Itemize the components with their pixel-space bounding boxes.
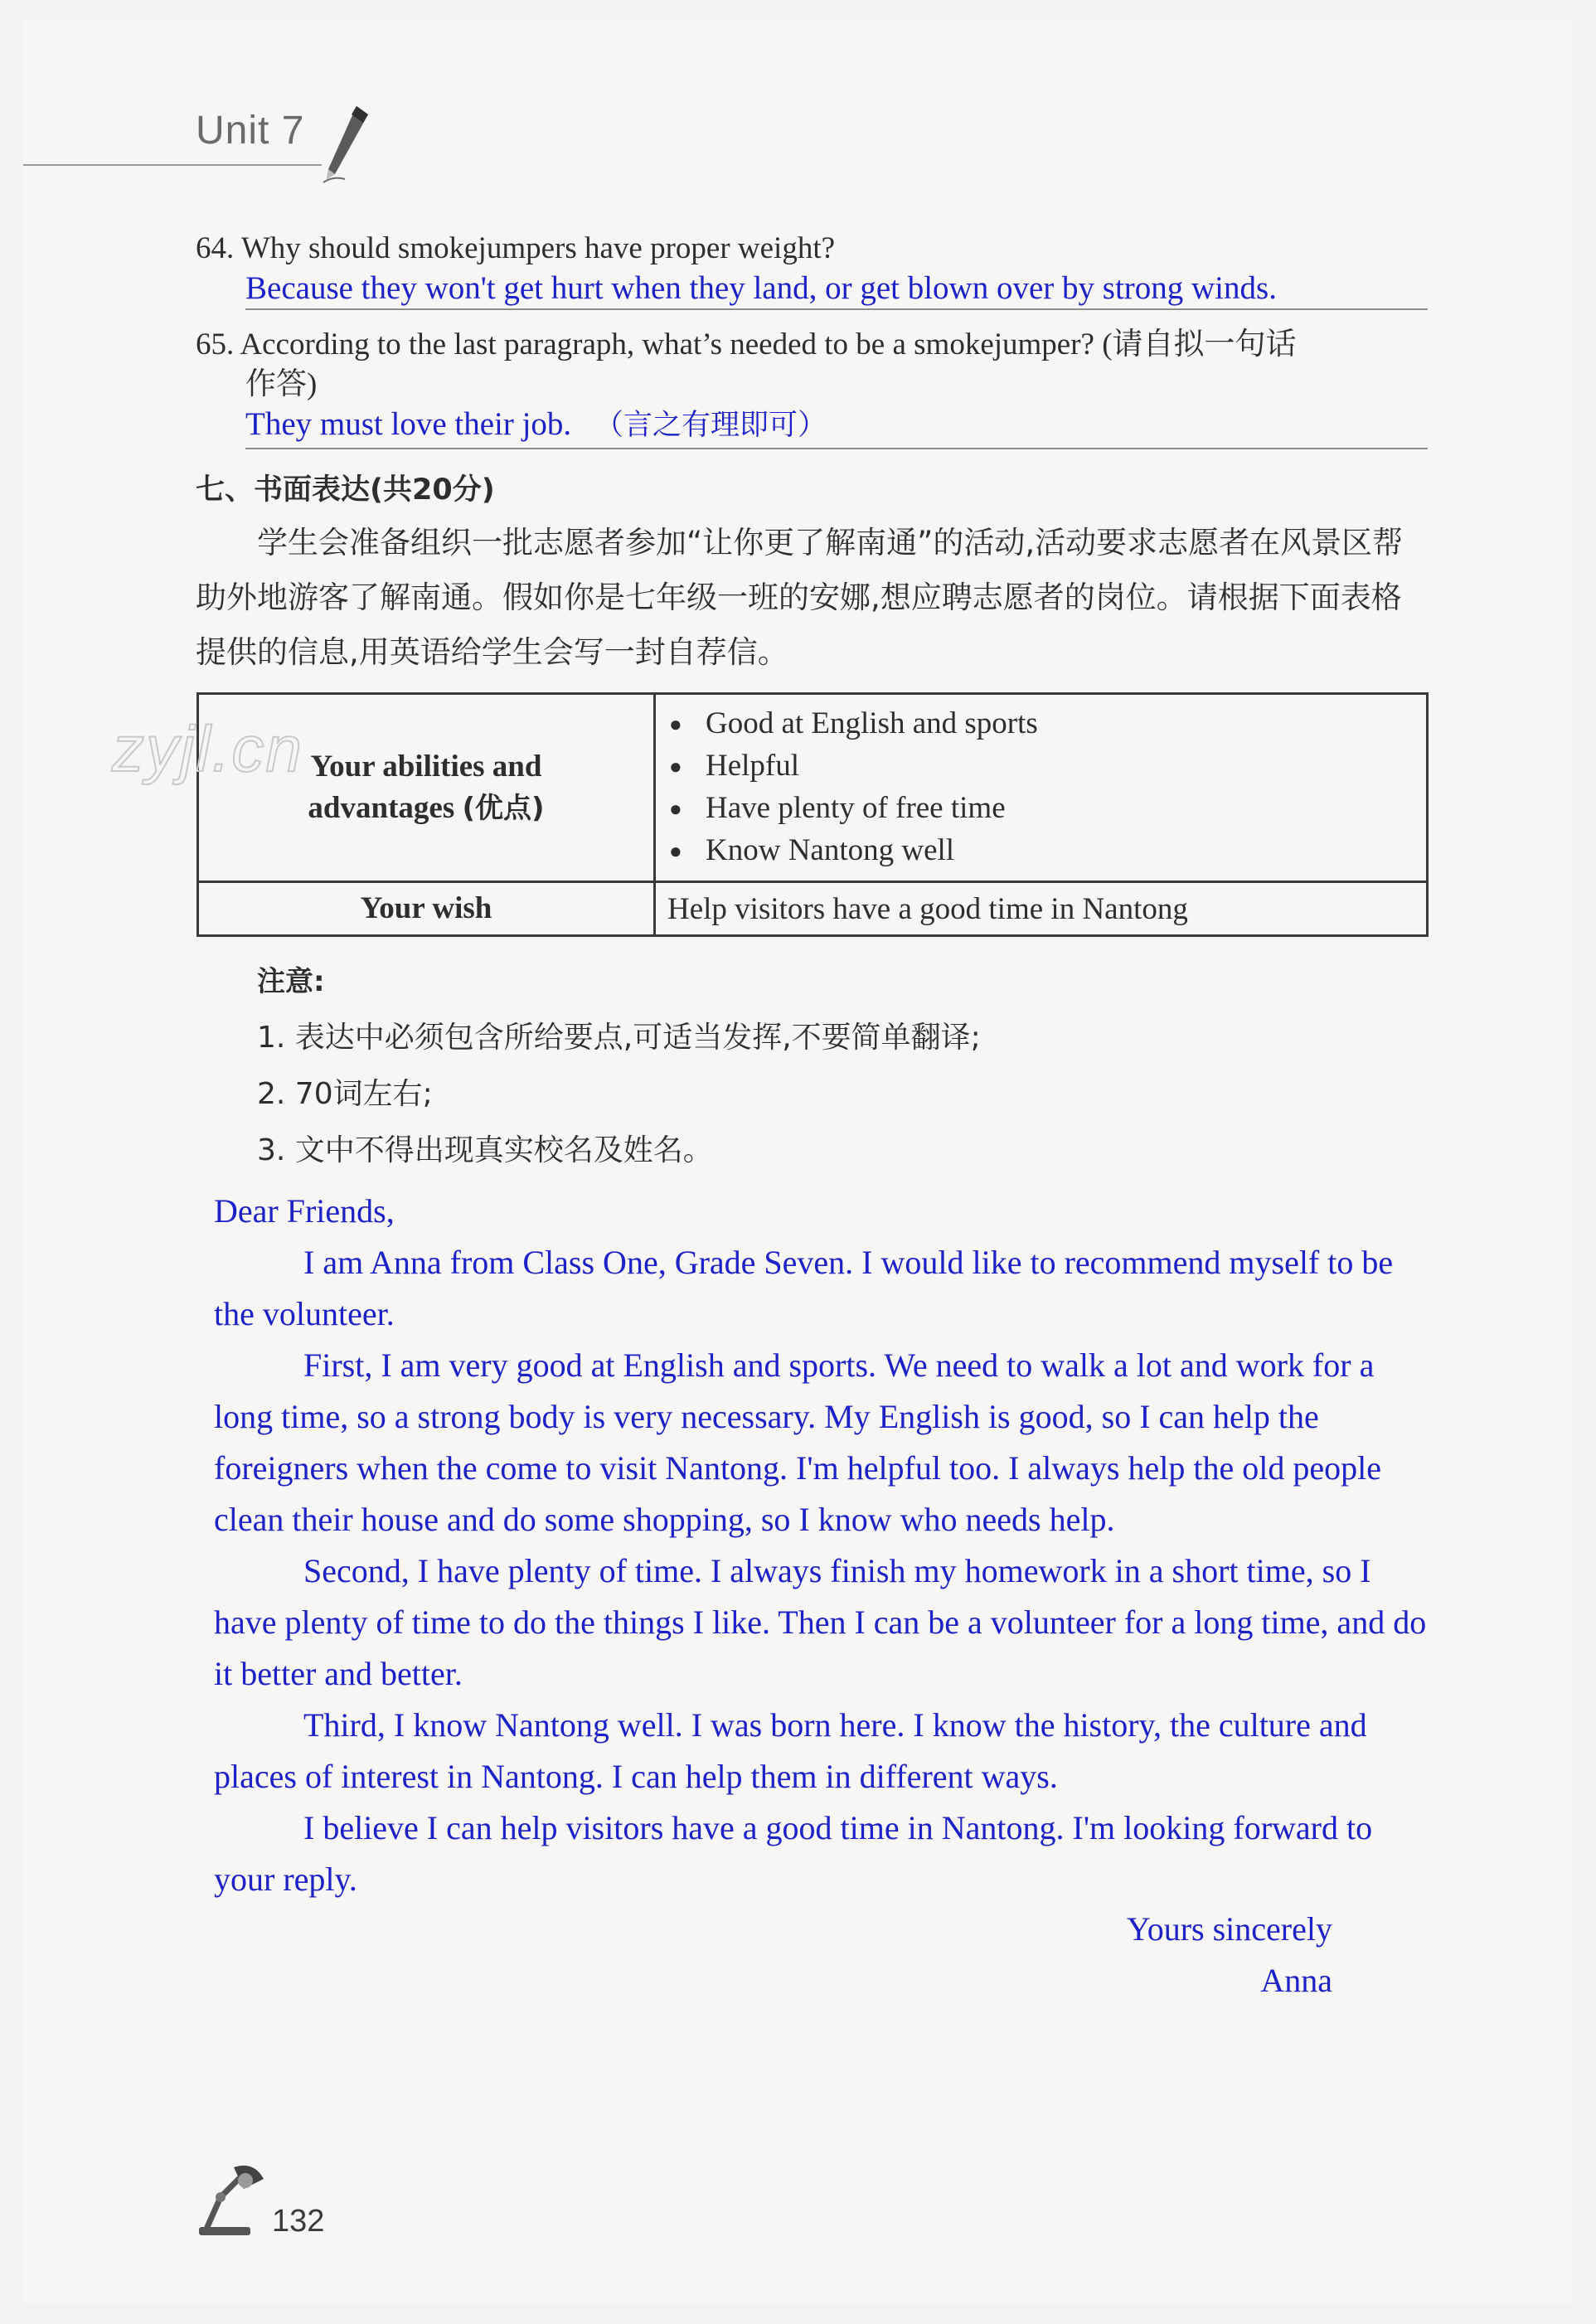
answer-64: Because they won't get hurt when they land, or get blown over by strong winds. bbox=[245, 270, 1277, 306]
question-64-text: 64. Why should smokejumpers have proper weight? bbox=[196, 231, 836, 265]
list-item: ● Good at English and sports bbox=[669, 703, 1426, 745]
page-number: 132 bbox=[272, 2204, 325, 2239]
question-65-line1: 65. According to the last paragraph, what’s needed to be a smokejumper? (请自拟一句话 bbox=[196, 327, 1297, 361]
letter-closing: Yours sincerely bbox=[1126, 1910, 1332, 1948]
letter-paragraph: I am Anna from Class One, Grade Seven. I would like to recommend myself to be the volunteer. bbox=[214, 1244, 1394, 1332]
list-item: ● Helpful bbox=[669, 745, 1426, 788]
answer-line bbox=[245, 448, 1428, 449]
letter-signature: Anna bbox=[1260, 1962, 1332, 1999]
abilities-label-line2 bbox=[200, 788, 652, 829]
header-rule bbox=[23, 164, 322, 166]
list-item: ● Know Nantong well bbox=[669, 830, 1426, 872]
question-64 bbox=[196, 229, 1277, 308]
lamp-icon bbox=[196, 2228, 270, 2242]
notes bbox=[257, 953, 981, 1179]
list-item: ● Have plenty of free time bbox=[669, 788, 1426, 830]
section-title: 七、书面表达(共20分) bbox=[196, 473, 495, 507]
wish-value: Help visitors have a good time in Nantong bbox=[655, 882, 1428, 936]
unit-title: Unit 7 bbox=[196, 109, 305, 153]
answer-65-text: They must love their job. bbox=[245, 406, 572, 442]
abilities-label-cn: (优点) bbox=[462, 792, 545, 825]
table-row bbox=[198, 694, 1428, 882]
letter-paragraph: First, I am very good at English and sports. We need to walk a lot and work for a long time, so a strong body is very necessary. My English is good, so I can help the foreigners when the come to visit Nantong. I'm helpful too. I always help the old people clean their house and do some shopping, so I know who needs help. bbox=[214, 1346, 1381, 1538]
letter bbox=[214, 1186, 1434, 1905]
note-item: 2. 70词左右; bbox=[257, 1077, 433, 1111]
answer-65-note: （言之有理即可） bbox=[594, 409, 827, 442]
answer-65 bbox=[196, 405, 1297, 445]
letter-paragraph: Second, I have plenty of time. I always finish my homework in a short time, so I have plenty of time to do the things I like. Then I can be a volunteer for a long time, and do it better and better. bbox=[214, 1552, 1427, 1692]
question-65 bbox=[196, 325, 1297, 445]
letter-paragraph: I believe I can help visitors have a good time in Nantong. I'm looking forward to your reply. bbox=[214, 1809, 1373, 1898]
answer-line bbox=[245, 308, 1428, 310]
notes-title: 注意: bbox=[257, 965, 325, 998]
abilities-label-en: advantages bbox=[308, 791, 455, 825]
letter-paragraph: Third, I know Nantong well. I was born here. I know the history, the culture and places of interest in Nantong. I can help them in different ways. bbox=[214, 1706, 1367, 1795]
wish-label: Your wish bbox=[198, 882, 655, 936]
abilities-label-line1: Your abilities and bbox=[310, 750, 542, 784]
note-item: 1. 表达中必须包含所给要点,可适当发挥,不要简单翻译; bbox=[257, 1021, 981, 1055]
abilities-list-cell bbox=[655, 694, 1428, 882]
table-row bbox=[198, 882, 1428, 936]
letter-greeting: Dear Friends, bbox=[214, 1192, 395, 1230]
watermark: zyjl.cn bbox=[112, 712, 303, 785]
abilities-list bbox=[669, 703, 1426, 872]
letter-sign bbox=[1127, 1904, 1332, 2006]
section-intro: 学生会准备组织一批志愿者参加“让你更了解南通”的活动,活动要求志愿者在风景区帮助外地游客了解南通。假如你是七年级一班的安娜,想应聘志愿者的岗位。请根据下面表格提供的信息,用英语给学生会写一封自荐信。 bbox=[196, 525, 1404, 670]
footer bbox=[196, 2156, 325, 2243]
pen-icon bbox=[317, 103, 375, 190]
question-65-line2: 作答) bbox=[245, 367, 318, 401]
info-table bbox=[196, 692, 1429, 937]
note-item: 3. 文中不得出现真实校名及姓名。 bbox=[257, 1133, 713, 1167]
unit-header bbox=[196, 108, 304, 153]
